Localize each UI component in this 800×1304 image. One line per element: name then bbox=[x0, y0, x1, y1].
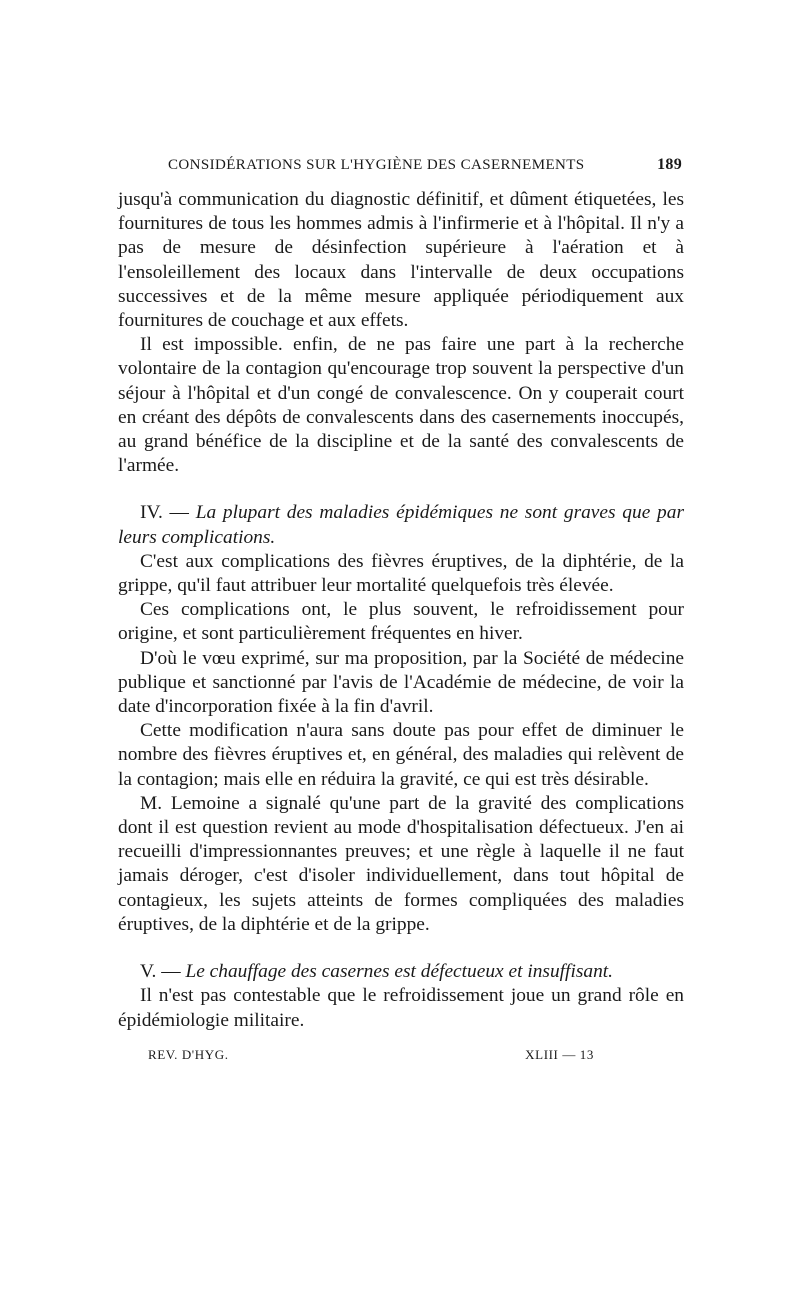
section-v-number: V. — bbox=[140, 961, 186, 983]
footer-volume: XLIII — 13 bbox=[525, 1046, 594, 1062]
section-iv-number: IV. — bbox=[140, 502, 196, 524]
section-v-title: Le chauffage des casernes est défectueux et insuffisant. bbox=[185, 961, 614, 983]
section-v-paragraph: Il n'est pas contestable que le refroidissement joue un grand rôle en épidémiologie militaire. bbox=[118, 985, 684, 1031]
section-v-heading bbox=[118, 960, 684, 984]
section-iv-paragraph: C'est aux complications des fièvres éruptives, de la diphtérie, de la grippe, qu'il faut attribuer leur mortalité quelquefois très élevée. bbox=[118, 550, 684, 597]
paragraph-continued: jusqu'à communication du diagnostic définitif, et dûment étiquetées, les fournitures de tous les hommes admis à l'infirmerie et à l'hôpital. Il n'y a pas de mesure de désinfection supérieure à l'aération et à l'ensoleillement des locaux dans l'intervalle de deux occupations successives et de la même mesure appliquée périodiquement aux fournitures de couchage et aux effets. bbox=[118, 189, 684, 332]
section-iv-title: La plupart des maladies épidémiques ne sont graves que par leurs complications. bbox=[118, 502, 684, 548]
running-header bbox=[118, 156, 684, 174]
footer-journal: REV. D'HYG. bbox=[148, 1046, 229, 1062]
paragraph-contagion: Il est impossible. enfin, de ne pas faire une part à la recherche volontaire de la contagion qu'encourage trop souvent la perspective d'un séjour à l'hôpital et d'un congé de convalescence. On y couperait court en créant des dépôts de convalescents dans des casernements inoccupés, au grand bénéfice de la discipline et de la santé des convalescents de l'armée. bbox=[118, 334, 684, 477]
page-footer bbox=[118, 1047, 684, 1063]
section-iv-paragraph: Ces complications ont, le plus souvent, le refroidissement pour origine, et sont particulièrement fréquentes en hiver. bbox=[118, 599, 684, 645]
page-number: 189 bbox=[657, 156, 682, 173]
document-page bbox=[118, 156, 684, 1063]
section-iv-heading bbox=[118, 501, 684, 549]
running-title: CONSIDÉRATIONS SUR L'HYGIÈNE DES CASERNEMENTS bbox=[168, 157, 585, 173]
section-iv-paragraph: M. Lemoine a signalé qu'une part de la gravité des complications dont il est question revient au mode d'hospitalisation défectueux. J'en ai recueilli d'impressionnantes preuves; et une règle à laquelle il ne faut jamais déroger, c'est d'isoler individuellement, dans tout hôpital de contagieux, les sujets atteints de formes compliquées des maladies éruptives, de la diphtérie et de la grippe. bbox=[118, 792, 684, 935]
section-iv-paragraph: Cette modification n'aura sans doute pas pour effet de diminuer le nombre des fièvres éruptives et, en général, des maladies qui relèvent de la contagion; mais elle en réduira la gravité, ce qui est très désirable. bbox=[118, 720, 684, 790]
section-iv-paragraph: D'où le vœu exprimé, sur ma proposition, par la Société de médecine publique et sanctionné par l'avis de l'Académie de médecine, de voir la date d'incorporation fixée à la fin d'avril. bbox=[118, 647, 684, 718]
